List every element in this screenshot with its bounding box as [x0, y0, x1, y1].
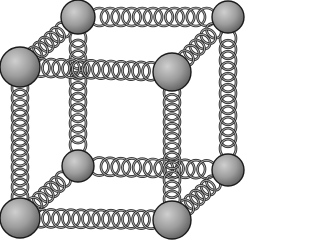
- atom-back-bottom-right: [212, 154, 244, 186]
- spring-front-bottom: [20, 209, 172, 229]
- spring-back-right: [220, 17, 236, 170]
- spring-front-top: [20, 58, 172, 80]
- spring-front-right: [164, 72, 180, 220]
- spring-back-left: [70, 17, 86, 166]
- atom-back-bottom-left: [62, 150, 94, 182]
- atom-front-bottom-left: [0, 198, 40, 238]
- atom-front-bottom-right: [153, 201, 191, 239]
- spring-front-left: [12, 67, 28, 218]
- atom-front-top-left: [0, 47, 40, 87]
- spring-back-top: [78, 8, 228, 26]
- atom-back-top-right: [212, 1, 244, 33]
- atom-front-top-right: [153, 53, 191, 91]
- spring-back-bottom: [78, 157, 228, 178]
- atom-back-top-left: [61, 0, 95, 34]
